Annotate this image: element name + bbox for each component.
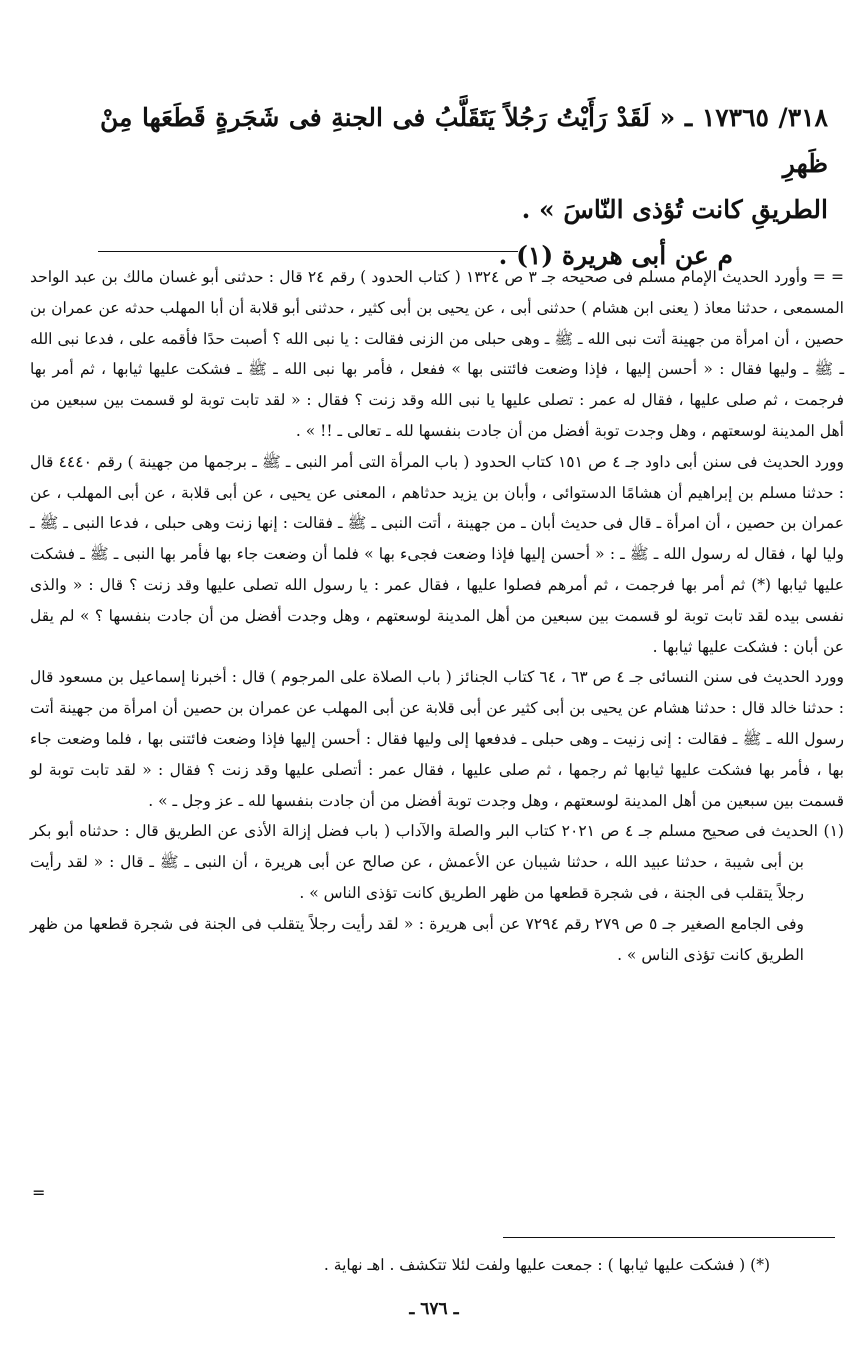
note-muslim: = = وأورد الحديث الإمام مسلم فى صحيحه جـ ٣ ص ١٣٢٤ ( كتاب الحدود ) رقم ٢٤ قال : حدثنى أبو غسان مالك بن عبد الواحد المسمعى ، حدثنا معاذ ( يعنى ابن هشام ) حدثنى أبى ، عن يحيى بن أبى كثير ، حدثنى أبو قلابة أن أبا المهلب حدثه عن عمران بن حصين ، أن امرأة من جهينة أتت نبى الله ـ ﷺ ـ وهى حبلى من الزنى فقالت : يا نبى الله ؟ أصبت حدًا فأقمه على ، فدعا نبى الله ـ ﷺ ـ وليها فقال : « أحسن إليها ، فإذا وضعت فائتنى بها » ففعل ، فأمر بها نبى الله ـ ﷺ ـ فشكت عليها ثيابها ، ثم أمر بها فرجمت ، ثم صلى عليها ، فقال له عمر : تصلى عليها يا نبى الله وقد زنت ؟ فقال : « لقد تابت توبة لو قسمت بين سبعين من أهل المدينة لوسعتهم ، وهل وجدت توبة أفضل من أن جادت بنفسها لله ـ تعالى ـ !! » . xyxy=(30,268,844,440)
bottom-divider xyxy=(503,1237,835,1238)
hadith-source: م عن أبى هريرة (١) . xyxy=(498,241,733,270)
footnote-1-jami: وفى الجامع الصغير جـ ٥ ص ٢٧٩ رقم ٧٢٩٤ عن أبى هريرة : « لقد رأيت رجلاً يتقلب فى الجنة فى شجرة قطعها من ظهر الطريق كانت تؤذى الناس » . xyxy=(30,914,805,964)
continuation-mark: = xyxy=(32,1183,46,1202)
note-nasai: وورد الحديث فى سنن النسائى جـ ٤ ص ٦٣ ، ٦٤ كتاب الجنائز ( باب الصلاة على المرجوم ) قال : أخبرنا إسماعيل بن مسعود قال : حدثنا خالد قال : حدثنا هشام عن يحيى بن أبى كثير عن أبى قلابة عن أبى المهلب عن عمران بن حصين أن امرأة من جهينة أتت رسول الله ـ ﷺ ـ فقالت : إنى زنيت ـ وهى حبلى ـ فدفعها إلى وليها فقال : أحسن إليها فإذا وضعت فائتنى بها ، فلما وضعت جاء بها ، فأمر بها فشكت عليها ثيابها ثم رجمها ، ثم صلى عليها ، فقال عمر : أتصلى عليها وقد زنت ؟ فقال : « لقد تابت توبة لو قسمت بين سبعين من أهل المدينة لوسعتهم ، وهل وجدت توبة أفضل من أن جادت بنفسها لله ـ عز وجل ـ » . xyxy=(30,668,845,810)
footnote-1: (١) الحديث فى صحيح مسلم جـ ٤ ص ٢٠٢١ كتاب البر والصلة والآداب ( باب فضل إزالة الأذى عن الطريق قال : حدثناه أبو بكر بن أبى شيبة ، حدثنا عبيد الله ، حدثنا شيبان عن الأعمش ، عن صالح عن أبى هريرة ، أن النبى ـ ﷺ ـ قال : « لقد رأيت رجلاً يتقلب فى الجنة ، فى شجرة قطعها من ظهر الطريق كانت تؤذى الناس » . xyxy=(30,822,844,902)
hadith-line-1: ٣١٨/ ١٧٣٦٥ ـ « لَقَدْ رَأَيْتُ رَجُلاً يَتَقَلَّبُ فى الجنةِ فى شَجَرةٍ قَطَعَها مِنْ ظَهرِ xyxy=(100,103,828,178)
top-divider xyxy=(98,251,518,252)
note-abu-dawud: وورد الحديث فى سنن أبى داود جـ ٤ ص ١٥١ كتاب الحدود ( باب المرأة التى أمر النبى ـ ﷺ ـ برجمها من جهينة ) رقم ٤٤٤٠ قال : حدثنا مسلم بن إبراهيم أن هشامًا الدستوائى ، وأبان بن يزيد حدثاهم ، المعنى عن يحيى ، عن أبى قلابة ، عن أبى المهلب ، عن عمران بن حصين ، أن امرأة ـ قال فى حديث أبان ـ من جهينة ، أتت النبى ـ ﷺ ـ فقالت : إنها زنت وهى حبلى ، فدعا النبى ـ ﷺ ـ وليا لها ، فقال له رسول الله ـ ﷺ ـ : « أحسن إليها فإذا وضعت فجىء بها » فلما أن وضعت جاء بها فأمر بها النبى ـ ﷺ ـ فشكت عليها ثيابها (*) ثم أمر بها فرجمت ، ثم أمرهم فصلوا عليها ، فقال عمر : يا رسول الله تصلى عليها وقد زنت ؟ قال : « والذى نفسى بيده لقد تابت توبة لو قسمت بين سبعين من أهل المدينة لوسعتهم ، وهل وجدت أفضل من أن جادت بنفسها ؟ » لم يقل عن أبان : فشكت عليها ثيابها . xyxy=(30,452,844,656)
star-footnote: (*) ( فشكت عليها ثيابها ) : جمعت عليها ولفت لئلا تتكشف . اهـ نهاية . xyxy=(323,1256,770,1274)
page-number: ـ ٦٧٦ ـ xyxy=(409,1299,459,1319)
hadith-line-2: الطريقِ كانت تُؤذى النّاسَ » . xyxy=(521,195,828,224)
commentary-notes xyxy=(30,262,844,970)
